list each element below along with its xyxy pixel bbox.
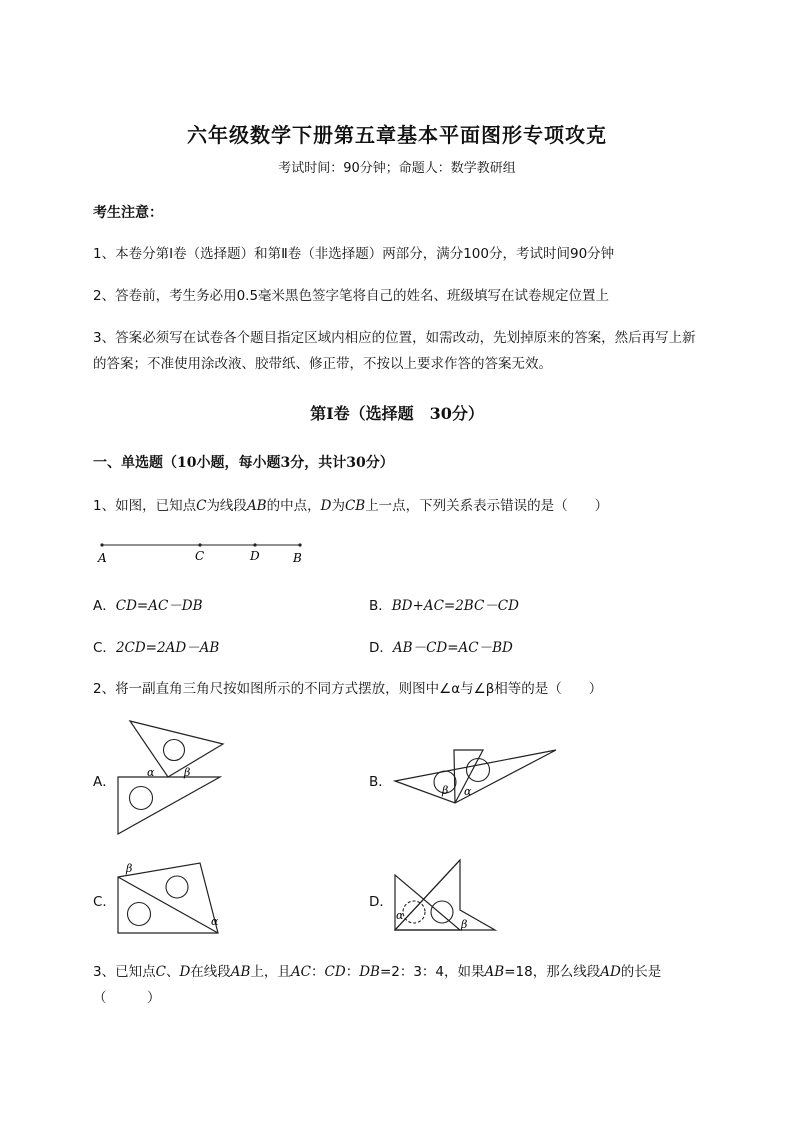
set-square-right	[395, 860, 495, 930]
point-c	[198, 543, 201, 546]
set-squares	[118, 863, 218, 933]
label-d: D	[250, 549, 260, 563]
q2-option-c[interactable]: C．	[93, 894, 116, 910]
alpha-label: α	[396, 909, 404, 922]
beta-label: β	[461, 918, 468, 931]
question-1-stem: 1、如图，已知点C为线段AB的中点，D为CB上一点，下列关系表示错误的是（ ）	[93, 498, 609, 514]
point-b	[298, 543, 301, 546]
question-3-answer-blank[interactable]: （ ）	[93, 990, 161, 1006]
notice-item-1: 1、本卷分第Ⅰ卷（选择题）和第Ⅱ卷（非选择题）两部分，满分100分，考试时间90分钟	[93, 246, 615, 262]
q2-option-a[interactable]: A．	[93, 774, 116, 790]
q1-option-c[interactable]: C．2CD=2AD－AB	[93, 640, 220, 656]
beta-label: β	[126, 862, 133, 875]
page-title: 六年级数学下册第五章基本平面图形专项攻克	[187, 123, 607, 147]
q1-option-b[interactable]: B．BD+AC=2BC－CD	[369, 598, 519, 614]
q2-option-d[interactable]: D．	[369, 894, 393, 910]
point-d	[253, 543, 256, 546]
alpha-label: α	[147, 766, 155, 779]
point-a	[100, 543, 103, 546]
question-1-figure	[95, 535, 310, 567]
alpha-label: α	[211, 915, 219, 928]
notice-item-3-line-1: 3、答案必须写在试卷各个题目指定区域内相应的位置，如需改动，先划掉原来的答案，然后再写上新	[93, 330, 696, 346]
q2-figure-d[interactable]	[390, 855, 505, 940]
section-heading: 一、单选题（10小题，每小题3分，共计30分）	[93, 455, 394, 471]
part-title: 第Ⅰ卷（选择题 30分）	[310, 404, 484, 423]
set-square-top	[130, 721, 223, 777]
question-2-stem: 2、将一副直角三角尺按如图所示的不同方式摆放，则图中∠α与∠β相等的是（ ）	[93, 681, 603, 697]
label-a: A	[98, 551, 107, 565]
beta-label: β	[442, 784, 449, 797]
q1-option-a[interactable]: A．CD=AC－DB	[93, 598, 203, 614]
exam-info: 考试时间：90分钟；命题人：数学教研组	[278, 161, 516, 176]
alpha-label: α	[464, 785, 472, 798]
q1-option-d[interactable]: D．AB－CD=AC－BD	[369, 640, 513, 656]
notice-heading: 考生注意：	[93, 205, 163, 221]
set-square-left	[395, 875, 460, 930]
question-3-stem: 3、已知点C、D在线段AB上，且AC：CD：DB=2：3：4，如果AB=18，那么线段AD的长是	[93, 964, 662, 980]
q2-figure-a[interactable]	[110, 715, 230, 840]
q2-figure-b[interactable]	[390, 745, 560, 810]
q2-figure-c[interactable]	[110, 855, 230, 940]
beta-label: β	[184, 766, 191, 779]
q2-option-b[interactable]: B．	[369, 774, 392, 790]
label-b: B	[293, 551, 302, 565]
notice-item-2: 2、答卷前，考生务必用0.5毫米黑色签字笔将自己的姓名、班级填写在试卷规定位置上	[93, 288, 610, 304]
set-square-bottom	[118, 777, 220, 834]
set-square-long	[395, 750, 556, 803]
notice-item-3-line-2: 的答案；不准使用涂改液、胶带纸、修正带，不按以上要求作答的答案无效。	[93, 356, 552, 372]
label-c: C	[195, 549, 205, 563]
